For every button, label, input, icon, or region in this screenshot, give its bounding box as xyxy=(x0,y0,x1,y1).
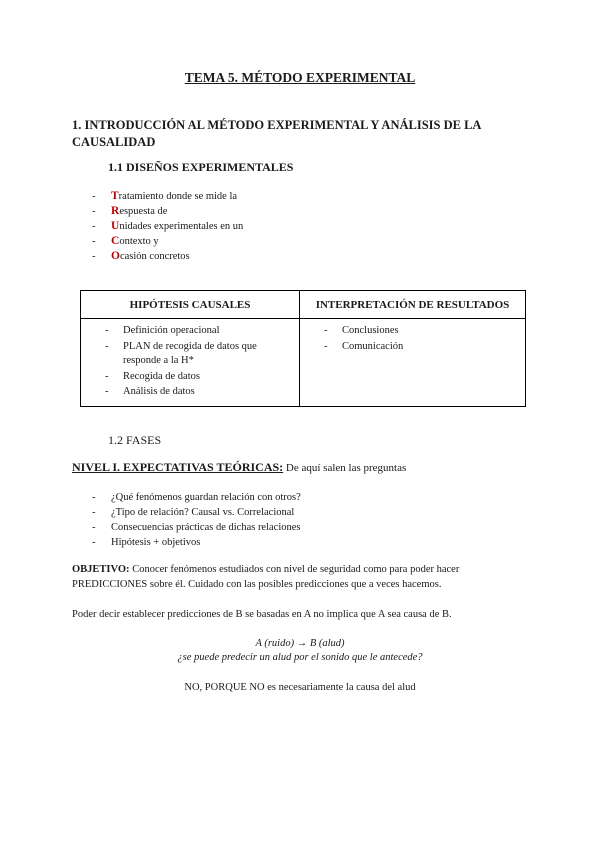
acronym-letter: U xyxy=(111,220,120,232)
objetivo-label: OBJETIVO: xyxy=(72,564,130,575)
objetivo-text: Conocer fenómenos estudiados con nivel de seguridad como para poder hacer PREDICCIONES sobre él. Cuidado con las posibles predicciones que a veces hacemos. xyxy=(72,564,460,590)
table-row xyxy=(81,319,526,407)
hipotesis-list xyxy=(85,324,295,400)
list-item-text: espuesta de xyxy=(119,206,168,217)
nivel-label: NIVEL I. EXPECTATIVAS TEÓRICAS: xyxy=(72,460,284,474)
list-item: - Consecuencias prácticas de dichas relaciones xyxy=(92,520,301,535)
list-item-text: ratamiento donde se mide la xyxy=(118,191,238,202)
list-item: - ¿Tipo de relación? Causal vs. Correlacional xyxy=(92,505,301,520)
list-item xyxy=(92,219,243,234)
list-item xyxy=(92,249,243,264)
formula-line: A (ruido) → B (alud) xyxy=(255,638,345,649)
table-header-hipotesis: HIPÓTESIS CAUSALES xyxy=(81,291,300,319)
question-line: ¿se puede predecir un alud por el sonido que le antecede? xyxy=(177,652,423,663)
list-item: - Definición operacional xyxy=(85,324,295,339)
acronym-letter: C xyxy=(111,235,120,247)
truco-list xyxy=(92,189,243,264)
acronym-letter: R xyxy=(111,205,120,217)
list-item: - Conclusiones xyxy=(304,324,521,339)
hypothesis-table xyxy=(80,290,526,407)
acronym-letter: T xyxy=(111,190,119,202)
nivel-heading xyxy=(72,460,406,475)
poder-paragraph: Poder decir establecer predicciones de B se basadas en A no implica que A sea causa de B. xyxy=(72,609,452,620)
nivel-text: De aquí salen las preguntas xyxy=(283,462,407,474)
list-item: - PLAN de recogida de datos que responde a la H* xyxy=(85,340,295,369)
interpretacion-list xyxy=(304,324,521,354)
list-item-text: casión concretos xyxy=(119,251,190,262)
list-item: - Recogida de datos xyxy=(85,370,295,385)
subsection-1-2-heading: 1.2 FASES xyxy=(108,433,162,447)
list-item-text: nidades experimentales en un xyxy=(119,221,244,232)
section-1-heading: 1. INTRODUCCIÓN AL MÉTODO EXPERIMENTAL Y ANÁLISIS DE LA CAUSALIDAD xyxy=(72,118,481,149)
list-item xyxy=(92,204,243,219)
list-item: - Análisis de datos xyxy=(85,385,295,400)
table-header-row xyxy=(81,291,526,319)
table-cell-interpretacion xyxy=(300,319,526,407)
expectativas-list xyxy=(92,490,301,550)
conclusion-line: NO, PORQUE NO es necesariamente la causa del alud xyxy=(184,682,416,693)
objetivo-paragraph xyxy=(72,562,532,592)
table-header-interpretacion: INTERPRETACIÓN DE RESULTADOS xyxy=(300,291,526,319)
list-item xyxy=(92,189,243,204)
list-item-text: ontexto y xyxy=(119,236,159,247)
list-item: - Hipótesis + objetivos xyxy=(92,535,301,550)
table-cell-hipotesis xyxy=(81,319,300,407)
subsection-1-1-heading: 1.1 DISEÑOS EXPERIMENTALES xyxy=(108,160,294,174)
list-item xyxy=(92,234,243,249)
acronym-letter: O xyxy=(111,250,120,262)
list-item: - Comunicación xyxy=(304,340,521,355)
page-title: TEMA 5. MÉTODO EXPERIMENTAL xyxy=(184,70,416,85)
list-item: - ¿Qué fenómenos guardan relación con otros? xyxy=(92,490,301,505)
